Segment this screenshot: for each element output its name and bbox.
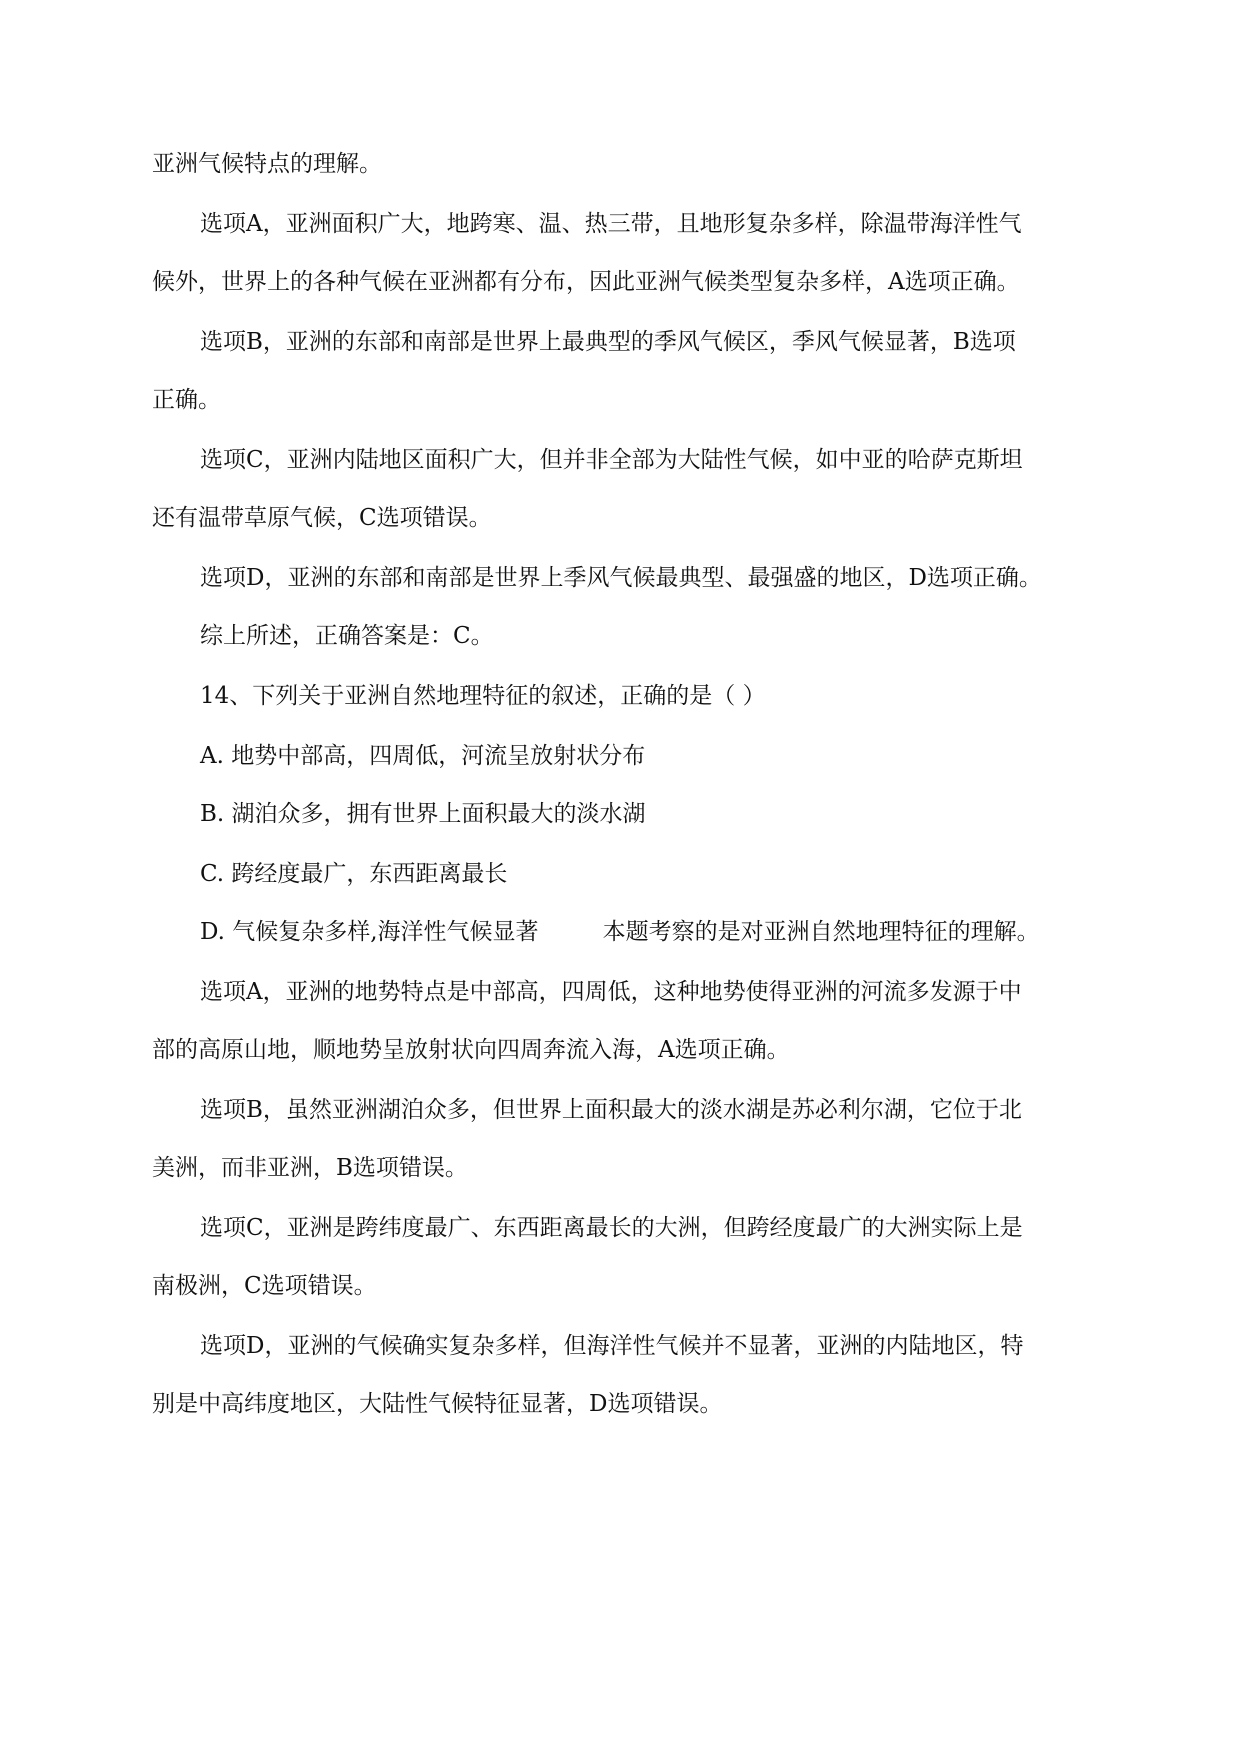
option-c: C. 跨经度最广，东西距离最长 bbox=[200, 861, 508, 887]
question-title: 14、下列关于亚洲自然地理特征的叙述，正确的是（ ） bbox=[200, 683, 766, 709]
paragraph-line: 还有温带草原气候，C选项错误。 bbox=[152, 505, 492, 531]
paragraph-line: 别是中高纬度地区，大陆性气候特征显著，D选项错误。 bbox=[152, 1391, 723, 1417]
paragraph-line: 美洲，而非亚洲，B选项错误。 bbox=[152, 1155, 468, 1181]
paragraph-line: 选项D，亚洲的东部和南部是世界上季风气候最典型、最强盛的地区，D选项正确。 bbox=[200, 565, 1042, 591]
option-d-line bbox=[200, 916, 1040, 948]
paragraph-line: 选项D，亚洲的气候确实复杂多样，但海洋性气候并不显著，亚洲的内陆地区，特 bbox=[200, 1333, 1024, 1359]
paragraph-line: 选项C，亚洲内陆地区面积广大，但并非全部为大陆性气候，如中亚的哈萨克斯坦 bbox=[200, 447, 1023, 473]
option-a: A. 地势中部高，四周低，河流呈放射状分布 bbox=[200, 743, 646, 769]
paragraph-line: 选项A，亚洲的地势特点是中部高，四周低，这种地势使得亚洲的河流多发源于中 bbox=[200, 979, 1022, 1005]
paragraph-line: 选项B，亚洲的东部和南部是世界上最典型的季风气候区，季风气候显著，B选项 bbox=[200, 329, 1016, 355]
paragraph-line: 选项B，虽然亚洲湖泊众多，但世界上面积最大的淡水湖是苏必利尔湖，它位于北 bbox=[200, 1097, 1022, 1123]
paragraph-line: 亚洲气候特点的理解。 bbox=[152, 151, 382, 177]
option-b: B. 湖泊众多，拥有世界上面积最大的淡水湖 bbox=[200, 801, 646, 827]
paragraph-line: 正确。 bbox=[152, 387, 221, 413]
paragraph-line: 候外，世界上的各种气候在亚洲都有分布，因此亚洲气候类型复杂多样，A选项正确。 bbox=[152, 269, 1020, 295]
summary-line: 综上所述，正确答案是：C。 bbox=[200, 623, 494, 649]
paragraph-line: 南极洲，C选项错误。 bbox=[152, 1273, 377, 1299]
answer-intro: 本题考察的是对亚洲自然地理特征的理解。 bbox=[602, 919, 1040, 945]
paragraph-line: 部的高原山地，顺地势呈放射状向四周奔流入海，A选项正确。 bbox=[152, 1037, 790, 1063]
paragraph-line: 选项A，亚洲面积广大，地跨寒、温、热三带，且地形复杂多样，除温带海洋性气 bbox=[200, 211, 1022, 237]
option-d: D. 气候复杂多样,海洋性气候显著 bbox=[200, 919, 539, 945]
paragraph-line: 选项C，亚洲是跨纬度最广、东西距离最长的大洲，但跨经度最广的大洲实际上是 bbox=[200, 1215, 1023, 1241]
